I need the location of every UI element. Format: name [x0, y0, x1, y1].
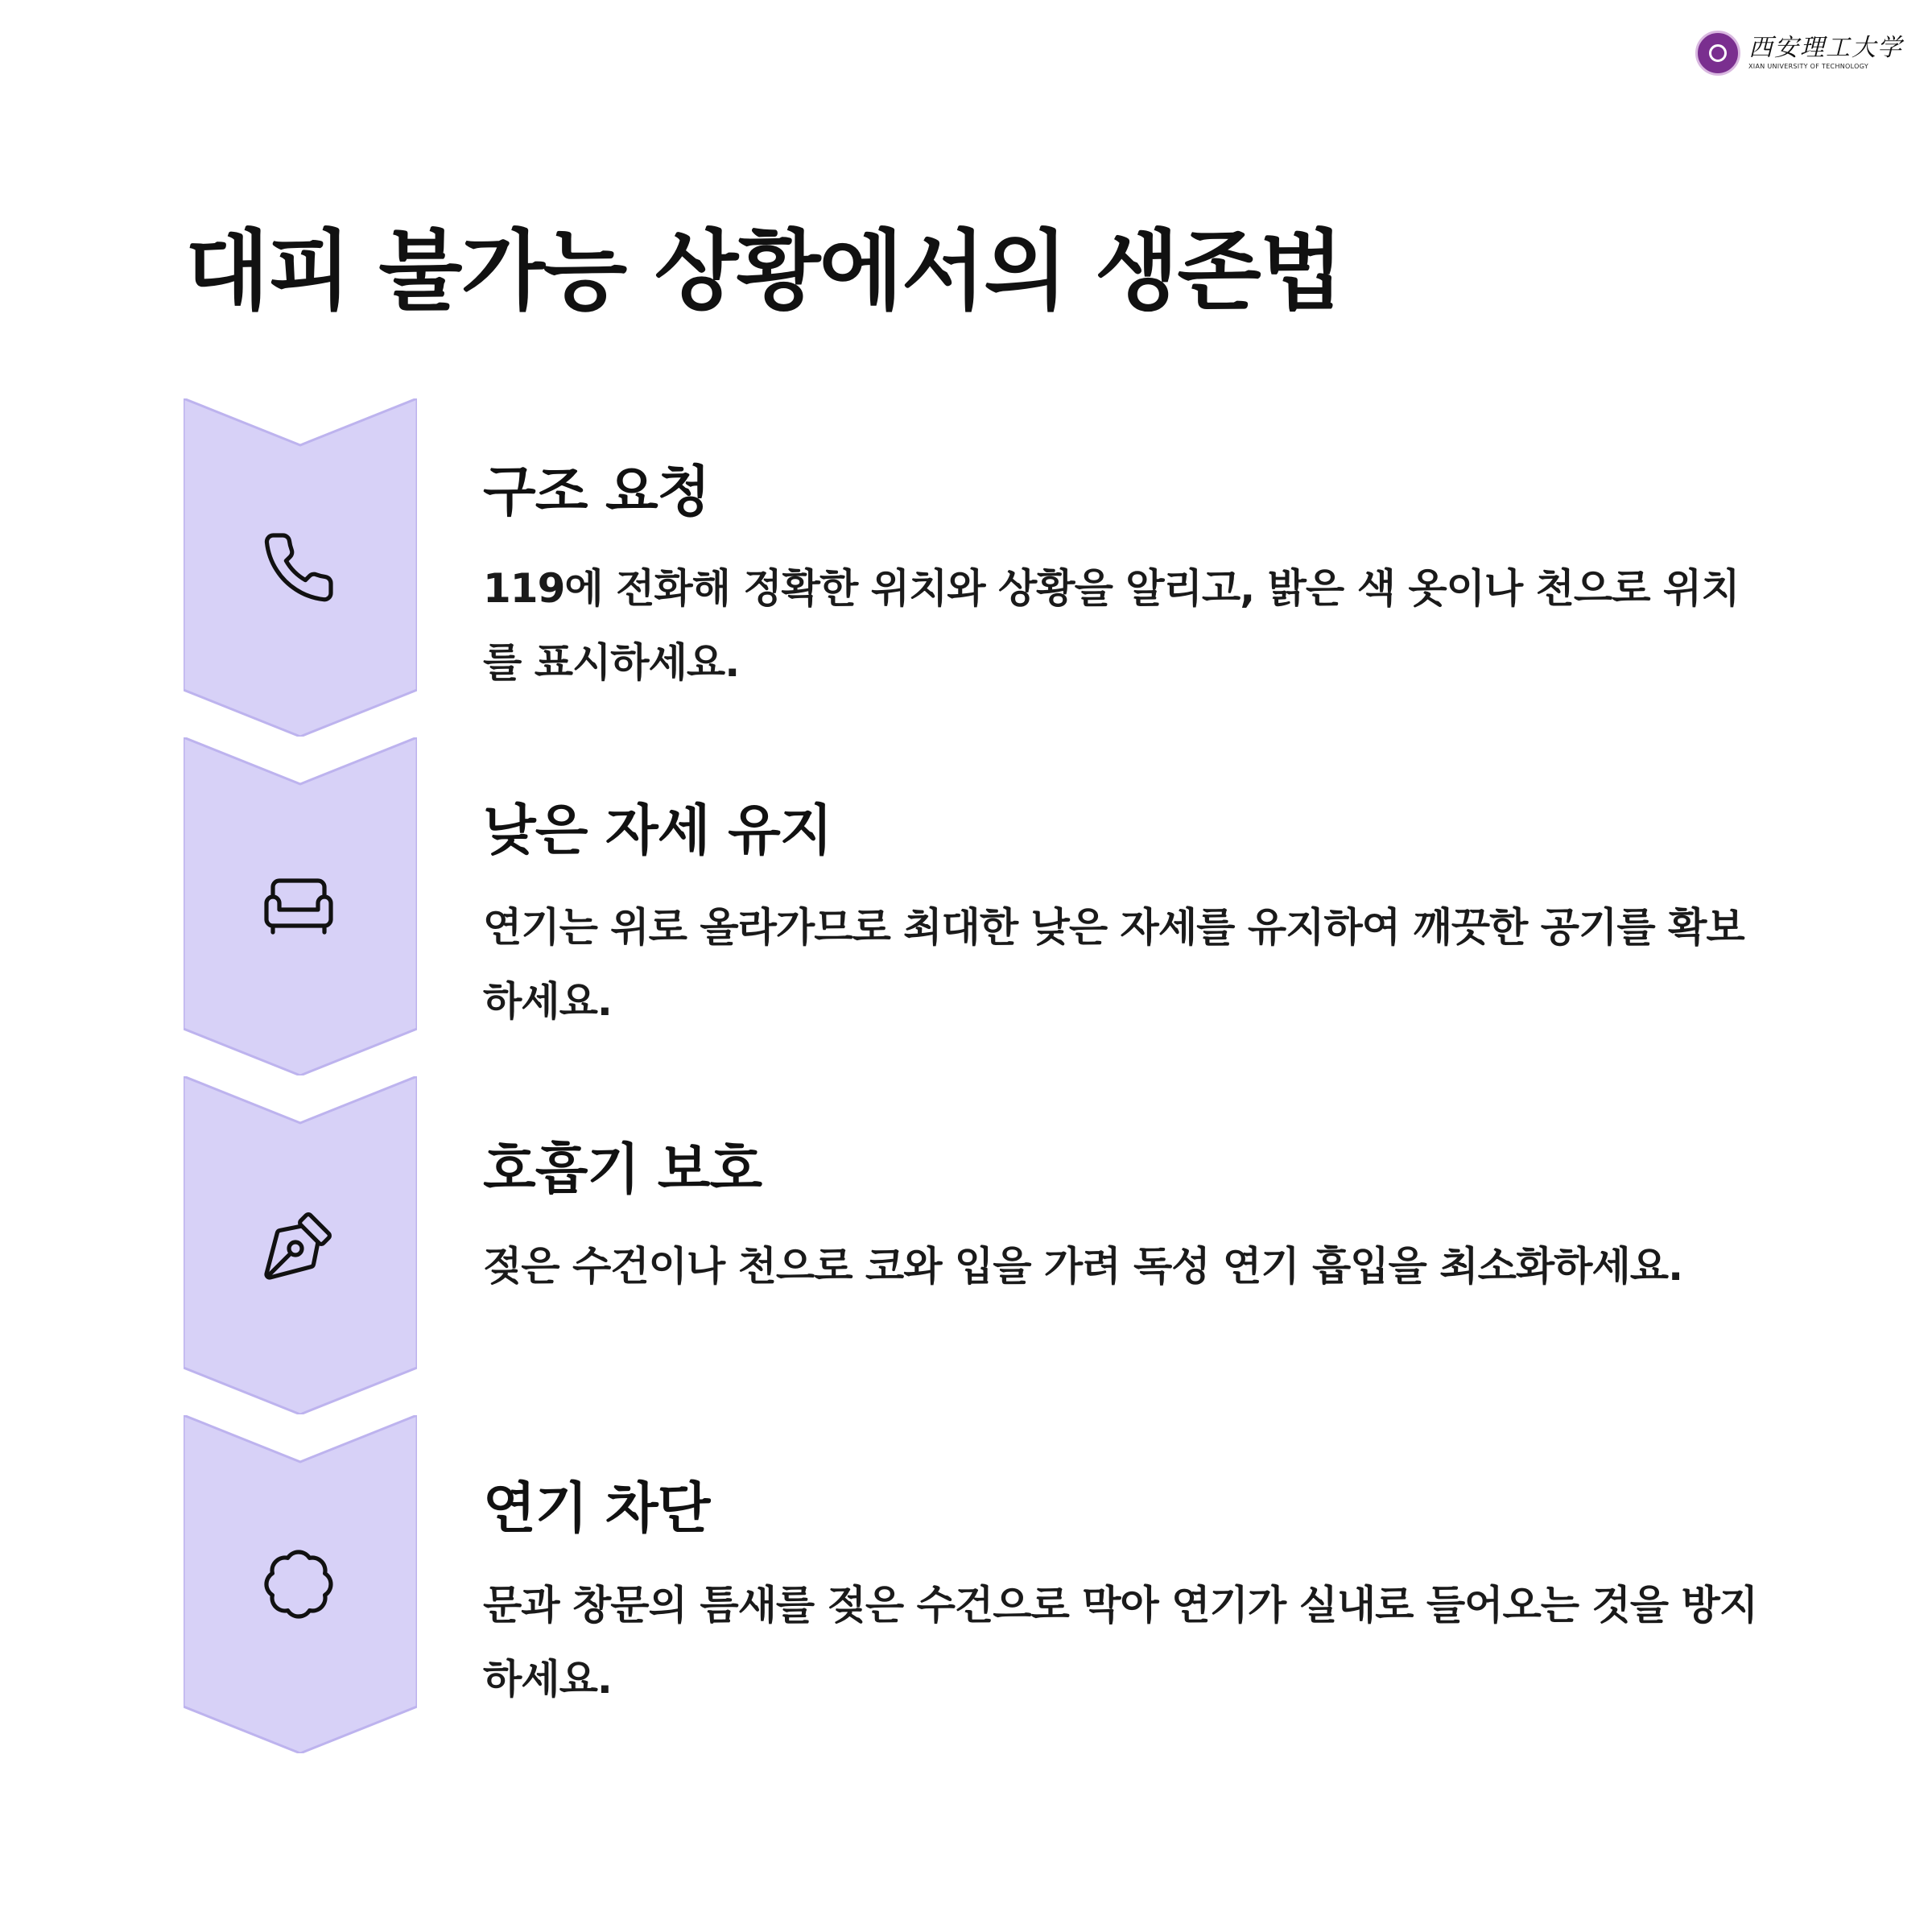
university-logo — [1695, 29, 1903, 77]
page-title: 대피 불가능 상황에서의 생존법 — [185, 221, 1343, 322]
logo-text — [1748, 36, 1903, 70]
logo-name-cn: 西安理工大学 — [1748, 34, 1903, 62]
university-seal-icon — [1695, 31, 1740, 76]
sofa-icon — [260, 868, 337, 945]
step-title: 호흡기 보호 — [483, 1138, 762, 1202]
step-description: 연기는 위로 올라가므로 최대한 낮은 자세를 유지하여 깨끗한 공기를 확보하세요. — [483, 904, 1744, 1025]
step-title: 구조 요청 — [483, 460, 710, 524]
step-3 — [0, 1076, 1932, 1414]
step-title: 연기 차단 — [483, 1477, 710, 1541]
step-title: 낮은 자세 유지 — [483, 799, 832, 863]
phone-icon — [260, 529, 337, 606]
logo-name-en: XIAN UNIVERSITY OF TECHNOLOGY — [1748, 63, 1869, 70]
step-description: 119에 전화해 정확한 위치와 상황을 알리고, 밝은 색 옷이나 천으로 위치를 표시하세요. — [483, 565, 1740, 686]
step-1 — [0, 398, 1932, 737]
step-2 — [0, 737, 1932, 1075]
pen-nib-icon — [260, 1207, 337, 1284]
badge-icon — [260, 1546, 337, 1623]
step-description: 문과 창문의 틈새를 젖은 수건으로 막아 연기가 실내로 들어오는 것을 방지하세요. — [483, 1582, 1758, 1703]
step-description: 젖은 수건이나 천으로 코와 입을 가려 독성 연기 흡입을 최소화하세요. — [483, 1243, 1683, 1290]
step-4 — [0, 1415, 1932, 1753]
